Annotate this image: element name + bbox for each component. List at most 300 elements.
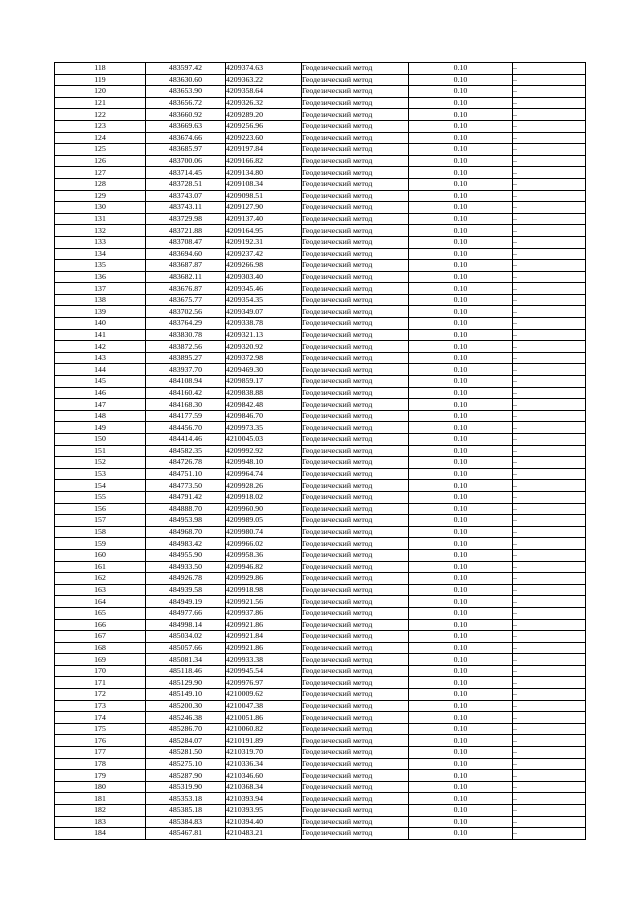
accuracy-cell: 0.10	[409, 399, 513, 411]
accuracy-cell: 0.10	[409, 457, 513, 469]
table-row	[55, 318, 586, 330]
point-number-cell: 161	[55, 561, 146, 573]
accuracy-cell: 0.10	[409, 445, 513, 457]
method-cell: Геодезический метод	[302, 631, 409, 643]
method-cell: Геодезический метод	[302, 120, 409, 132]
note-cell: –	[513, 793, 586, 805]
table-row	[55, 376, 586, 388]
x-coordinate-cell: 484108.94	[146, 376, 226, 388]
accuracy-cell: 0.10	[409, 793, 513, 805]
note-cell: –	[513, 607, 586, 619]
y-coordinate-cell: 4209918.98	[226, 584, 302, 596]
point-number-cell: 129	[55, 190, 146, 202]
method-cell: Геодезический метод	[302, 352, 409, 364]
y-coordinate-cell: 4209108.34	[226, 178, 302, 190]
y-coordinate-cell: 4210346.60	[226, 770, 302, 782]
accuracy-cell: 0.10	[409, 294, 513, 306]
method-cell: Геодезический метод	[302, 341, 409, 353]
x-coordinate-cell: 484456.70	[146, 422, 226, 434]
x-coordinate-cell: 483937.70	[146, 364, 226, 376]
table-row	[55, 480, 586, 492]
note-cell: –	[513, 712, 586, 724]
point-number-cell: 177	[55, 747, 146, 759]
table-row	[55, 723, 586, 735]
table-row	[55, 202, 586, 214]
method-cell: Геодезический метод	[302, 596, 409, 608]
y-coordinate-cell: 4209127.90	[226, 202, 302, 214]
table-row	[55, 631, 586, 643]
point-number-cell: 160	[55, 549, 146, 561]
y-coordinate-cell: 4210045.03	[226, 434, 302, 446]
point-number-cell: 182	[55, 805, 146, 817]
y-coordinate-cell: 4209946.82	[226, 561, 302, 573]
x-coordinate-cell: 485385.18	[146, 805, 226, 817]
table-row	[55, 805, 586, 817]
table-row	[55, 573, 586, 585]
point-number-cell: 153	[55, 468, 146, 480]
method-cell: Геодезический метод	[302, 503, 409, 515]
note-cell: –	[513, 86, 586, 98]
accuracy-cell: 0.10	[409, 306, 513, 318]
note-cell: –	[513, 248, 586, 260]
coordinates-table-body	[55, 63, 586, 840]
y-coordinate-cell: 4210393.94	[226, 793, 302, 805]
note-cell: –	[513, 387, 586, 399]
x-coordinate-cell: 484953.98	[146, 515, 226, 527]
y-coordinate-cell: 4210319.70	[226, 747, 302, 759]
y-coordinate-cell: 4209349.07	[226, 306, 302, 318]
point-number-cell: 174	[55, 712, 146, 724]
point-number-cell: 149	[55, 422, 146, 434]
y-coordinate-cell: 4209921.84	[226, 631, 302, 643]
y-coordinate-cell: 4209345.46	[226, 283, 302, 295]
table-row	[55, 607, 586, 619]
point-number-cell: 158	[55, 526, 146, 538]
x-coordinate-cell: 483714.45	[146, 167, 226, 179]
method-cell: Геодезический метод	[302, 689, 409, 701]
accuracy-cell: 0.10	[409, 712, 513, 724]
x-coordinate-cell: 484414.46	[146, 434, 226, 446]
point-number-cell: 156	[55, 503, 146, 515]
note-cell: –	[513, 306, 586, 318]
y-coordinate-cell: 4209937.86	[226, 607, 302, 619]
table-row	[55, 213, 586, 225]
accuracy-cell: 0.10	[409, 642, 513, 654]
table-row	[55, 491, 586, 503]
point-number-cell: 178	[55, 758, 146, 770]
point-number-cell: 128	[55, 178, 146, 190]
y-coordinate-cell: 4209223.60	[226, 132, 302, 144]
table-row	[55, 549, 586, 561]
point-number-cell: 143	[55, 352, 146, 364]
note-cell: –	[513, 573, 586, 585]
method-cell: Геодезический метод	[302, 318, 409, 330]
accuracy-cell: 0.10	[409, 654, 513, 666]
y-coordinate-cell: 4209928.26	[226, 480, 302, 492]
table-row	[55, 155, 586, 167]
accuracy-cell: 0.10	[409, 491, 513, 503]
note-cell: –	[513, 758, 586, 770]
x-coordinate-cell: 485319.90	[146, 781, 226, 793]
point-number-cell: 180	[55, 781, 146, 793]
point-number-cell: 152	[55, 457, 146, 469]
table-row	[55, 596, 586, 608]
note-cell: –	[513, 260, 586, 272]
point-number-cell: 154	[55, 480, 146, 492]
note-cell: –	[513, 167, 586, 179]
accuracy-cell: 0.10	[409, 213, 513, 225]
y-coordinate-cell: 4209363.22	[226, 74, 302, 86]
x-coordinate-cell: 484791.42	[146, 491, 226, 503]
accuracy-cell: 0.10	[409, 271, 513, 283]
x-coordinate-cell: 484177.59	[146, 410, 226, 422]
accuracy-cell: 0.10	[409, 805, 513, 817]
table-row	[55, 689, 586, 701]
table-row	[55, 816, 586, 828]
y-coordinate-cell: 4209374.63	[226, 63, 302, 75]
table-row	[55, 399, 586, 411]
table-row	[55, 329, 586, 341]
table-row	[55, 793, 586, 805]
accuracy-cell: 0.10	[409, 828, 513, 840]
table-row	[55, 503, 586, 515]
table-row	[55, 468, 586, 480]
accuracy-cell: 0.10	[409, 410, 513, 422]
y-coordinate-cell: 4209289.20	[226, 109, 302, 121]
method-cell: Геодезический метод	[302, 584, 409, 596]
note-cell: –	[513, 747, 586, 759]
point-number-cell: 137	[55, 283, 146, 295]
note-cell: –	[513, 665, 586, 677]
method-cell: Геодезический метод	[302, 642, 409, 654]
x-coordinate-cell: 485287.90	[146, 770, 226, 782]
x-coordinate-cell: 484926.78	[146, 573, 226, 585]
method-cell: Геодезический метод	[302, 515, 409, 527]
accuracy-cell: 0.10	[409, 236, 513, 248]
method-cell: Геодезический метод	[302, 376, 409, 388]
x-coordinate-cell: 483674.66	[146, 132, 226, 144]
x-coordinate-cell: 483702.56	[146, 306, 226, 318]
y-coordinate-cell: 4209960.90	[226, 503, 302, 515]
point-number-cell: 173	[55, 700, 146, 712]
method-cell: Геодезический метод	[302, 735, 409, 747]
point-number-cell: 124	[55, 132, 146, 144]
method-cell: Геодезический метод	[302, 155, 409, 167]
method-cell: Геодезический метод	[302, 306, 409, 318]
y-coordinate-cell: 4209980.74	[226, 526, 302, 538]
point-number-cell: 127	[55, 167, 146, 179]
y-coordinate-cell: 4209192.31	[226, 236, 302, 248]
point-number-cell: 181	[55, 793, 146, 805]
x-coordinate-cell: 483694.60	[146, 248, 226, 260]
point-number-cell: 133	[55, 236, 146, 248]
point-number-cell: 151	[55, 445, 146, 457]
table-row	[55, 654, 586, 666]
note-cell: –	[513, 805, 586, 817]
accuracy-cell: 0.10	[409, 248, 513, 260]
x-coordinate-cell: 483743.07	[146, 190, 226, 202]
x-coordinate-cell: 484955.90	[146, 549, 226, 561]
accuracy-cell: 0.10	[409, 120, 513, 132]
x-coordinate-cell: 483597.42	[146, 63, 226, 75]
table-row	[55, 294, 586, 306]
accuracy-cell: 0.10	[409, 376, 513, 388]
method-cell: Геодезический метод	[302, 712, 409, 724]
x-coordinate-cell: 484968.70	[146, 526, 226, 538]
accuracy-cell: 0.10	[409, 781, 513, 793]
table-row	[55, 225, 586, 237]
x-coordinate-cell: 484160.42	[146, 387, 226, 399]
method-cell: Геодезический метод	[302, 793, 409, 805]
accuracy-cell: 0.10	[409, 689, 513, 701]
accuracy-cell: 0.10	[409, 549, 513, 561]
accuracy-cell: 0.10	[409, 167, 513, 179]
accuracy-cell: 0.10	[409, 770, 513, 782]
accuracy-cell: 0.10	[409, 178, 513, 190]
method-cell: Геодезический метод	[302, 665, 409, 677]
table-row	[55, 63, 586, 75]
point-number-cell: 179	[55, 770, 146, 782]
accuracy-cell: 0.10	[409, 607, 513, 619]
accuracy-cell: 0.10	[409, 515, 513, 527]
method-cell: Геодезический метод	[302, 271, 409, 283]
note-cell: –	[513, 178, 586, 190]
method-cell: Геодезический метод	[302, 399, 409, 411]
table-row	[55, 97, 586, 109]
x-coordinate-cell: 483721.88	[146, 225, 226, 237]
method-cell: Геодезический метод	[302, 770, 409, 782]
method-cell: Геодезический метод	[302, 607, 409, 619]
x-coordinate-cell: 484933.50	[146, 561, 226, 573]
note-cell: –	[513, 770, 586, 782]
note-cell: –	[513, 480, 586, 492]
y-coordinate-cell: 4209921.56	[226, 596, 302, 608]
note-cell: –	[513, 538, 586, 550]
y-coordinate-cell: 4210393.95	[226, 805, 302, 817]
accuracy-cell: 0.10	[409, 723, 513, 735]
accuracy-cell: 0.10	[409, 747, 513, 759]
y-coordinate-cell: 4209933.38	[226, 654, 302, 666]
note-cell: –	[513, 828, 586, 840]
method-cell: Геодезический метод	[302, 260, 409, 272]
x-coordinate-cell: 485286.70	[146, 723, 226, 735]
method-cell: Геодезический метод	[302, 561, 409, 573]
note-cell: –	[513, 491, 586, 503]
x-coordinate-cell: 483708.47	[146, 236, 226, 248]
table-row	[55, 74, 586, 86]
point-number-cell: 120	[55, 86, 146, 98]
x-coordinate-cell: 485149.10	[146, 689, 226, 701]
y-coordinate-cell: 4209320.92	[226, 341, 302, 353]
note-cell: –	[513, 700, 586, 712]
point-number-cell: 141	[55, 329, 146, 341]
point-number-cell: 183	[55, 816, 146, 828]
x-coordinate-cell: 484582.35	[146, 445, 226, 457]
table-row	[55, 236, 586, 248]
y-coordinate-cell: 4209948.10	[226, 457, 302, 469]
accuracy-cell: 0.10	[409, 341, 513, 353]
note-cell: –	[513, 190, 586, 202]
point-number-cell: 142	[55, 341, 146, 353]
method-cell: Геодезический метод	[302, 434, 409, 446]
accuracy-cell: 0.10	[409, 202, 513, 214]
point-number-cell: 138	[55, 294, 146, 306]
note-cell: –	[513, 97, 586, 109]
point-number-cell: 126	[55, 155, 146, 167]
y-coordinate-cell: 4209964.74	[226, 468, 302, 480]
point-number-cell: 171	[55, 677, 146, 689]
table-row	[55, 387, 586, 399]
method-cell: Геодезический метод	[302, 828, 409, 840]
table-row	[55, 422, 586, 434]
x-coordinate-cell: 484888.70	[146, 503, 226, 515]
accuracy-cell: 0.10	[409, 735, 513, 747]
x-coordinate-cell: 483830.78	[146, 329, 226, 341]
method-cell: Геодезический метод	[302, 190, 409, 202]
y-coordinate-cell: 4210009.62	[226, 689, 302, 701]
method-cell: Геодезический метод	[302, 202, 409, 214]
method-cell: Геодезический метод	[302, 526, 409, 538]
table-row	[55, 271, 586, 283]
x-coordinate-cell: 485353.18	[146, 793, 226, 805]
point-number-cell: 145	[55, 376, 146, 388]
x-coordinate-cell: 484726.78	[146, 457, 226, 469]
accuracy-cell: 0.10	[409, 758, 513, 770]
point-number-cell: 166	[55, 619, 146, 631]
table-row	[55, 758, 586, 770]
method-cell: Геодезический метод	[302, 805, 409, 817]
table-row	[55, 828, 586, 840]
method-cell: Геодезический метод	[302, 167, 409, 179]
y-coordinate-cell: 4209237.42	[226, 248, 302, 260]
point-number-cell: 119	[55, 74, 146, 86]
point-number-cell: 132	[55, 225, 146, 237]
note-cell: –	[513, 816, 586, 828]
table-row	[55, 770, 586, 782]
x-coordinate-cell: 483630.60	[146, 74, 226, 86]
table-row	[55, 120, 586, 132]
y-coordinate-cell: 4209966.02	[226, 538, 302, 550]
table-row	[55, 619, 586, 631]
method-cell: Геодезический метод	[302, 225, 409, 237]
y-coordinate-cell: 4209326.32	[226, 97, 302, 109]
y-coordinate-cell: 4209838.88	[226, 387, 302, 399]
y-coordinate-cell: 4210336.34	[226, 758, 302, 770]
note-cell: –	[513, 735, 586, 747]
x-coordinate-cell: 485467.81	[146, 828, 226, 840]
y-coordinate-cell: 4209921.86	[226, 642, 302, 654]
point-number-cell: 121	[55, 97, 146, 109]
note-cell: –	[513, 120, 586, 132]
table-row	[55, 735, 586, 747]
point-number-cell: 150	[55, 434, 146, 446]
table-row	[55, 132, 586, 144]
method-cell: Геодезический метод	[302, 387, 409, 399]
point-number-cell: 147	[55, 399, 146, 411]
note-cell: –	[513, 202, 586, 214]
point-number-cell: 159	[55, 538, 146, 550]
table-row	[55, 248, 586, 260]
method-cell: Геодезический метод	[302, 410, 409, 422]
x-coordinate-cell: 483700.06	[146, 155, 226, 167]
accuracy-cell: 0.10	[409, 63, 513, 75]
method-cell: Геодезический метод	[302, 283, 409, 295]
table-row	[55, 352, 586, 364]
note-cell: –	[513, 503, 586, 515]
y-coordinate-cell: 4210060.82	[226, 723, 302, 735]
accuracy-cell: 0.10	[409, 631, 513, 643]
y-coordinate-cell: 4210368.34	[226, 781, 302, 793]
method-cell: Геодезический метод	[302, 422, 409, 434]
y-coordinate-cell: 4209266.98	[226, 260, 302, 272]
table-row	[55, 445, 586, 457]
accuracy-cell: 0.10	[409, 225, 513, 237]
x-coordinate-cell: 485118.46	[146, 665, 226, 677]
x-coordinate-cell: 483682.11	[146, 271, 226, 283]
y-coordinate-cell: 4209098.51	[226, 190, 302, 202]
y-coordinate-cell: 4209372.98	[226, 352, 302, 364]
method-cell: Геодезический метод	[302, 491, 409, 503]
accuracy-cell: 0.10	[409, 422, 513, 434]
method-cell: Геодезический метод	[302, 144, 409, 156]
x-coordinate-cell: 484998.14	[146, 619, 226, 631]
x-coordinate-cell: 484751.10	[146, 468, 226, 480]
method-cell: Геодезический метод	[302, 573, 409, 585]
y-coordinate-cell: 4209918.02	[226, 491, 302, 503]
point-number-cell: 184	[55, 828, 146, 840]
x-coordinate-cell: 485129.90	[146, 677, 226, 689]
method-cell: Геодезический метод	[302, 700, 409, 712]
point-number-cell: 167	[55, 631, 146, 643]
y-coordinate-cell: 4209354.35	[226, 294, 302, 306]
method-cell: Геодезический метод	[302, 747, 409, 759]
accuracy-cell: 0.10	[409, 352, 513, 364]
x-coordinate-cell: 484949.19	[146, 596, 226, 608]
accuracy-cell: 0.10	[409, 619, 513, 631]
accuracy-cell: 0.10	[409, 584, 513, 596]
accuracy-cell: 0.10	[409, 596, 513, 608]
y-coordinate-cell: 4209164.95	[226, 225, 302, 237]
method-cell: Геодезический метод	[302, 445, 409, 457]
method-cell: Геодезический метод	[302, 86, 409, 98]
table-row	[55, 144, 586, 156]
accuracy-cell: 0.10	[409, 86, 513, 98]
x-coordinate-cell: 484939.58	[146, 584, 226, 596]
x-coordinate-cell: 483676.87	[146, 283, 226, 295]
x-coordinate-cell: 484977.66	[146, 607, 226, 619]
table-row	[55, 642, 586, 654]
x-coordinate-cell: 485281.50	[146, 747, 226, 759]
y-coordinate-cell: 4209992.92	[226, 445, 302, 457]
point-number-cell: 146	[55, 387, 146, 399]
method-cell: Геодезический метод	[302, 236, 409, 248]
table-row	[55, 561, 586, 573]
accuracy-cell: 0.10	[409, 561, 513, 573]
x-coordinate-cell: 484168.30	[146, 399, 226, 411]
x-coordinate-cell: 483895.27	[146, 352, 226, 364]
note-cell: –	[513, 74, 586, 86]
method-cell: Геодезический метод	[302, 654, 409, 666]
table-row	[55, 457, 586, 469]
accuracy-cell: 0.10	[409, 155, 513, 167]
point-number-cell: 134	[55, 248, 146, 260]
table-row	[55, 584, 586, 596]
note-cell: –	[513, 283, 586, 295]
method-cell: Геодезический метод	[302, 109, 409, 121]
y-coordinate-cell: 4210191.89	[226, 735, 302, 747]
y-coordinate-cell: 4209846.70	[226, 410, 302, 422]
note-cell: –	[513, 213, 586, 225]
